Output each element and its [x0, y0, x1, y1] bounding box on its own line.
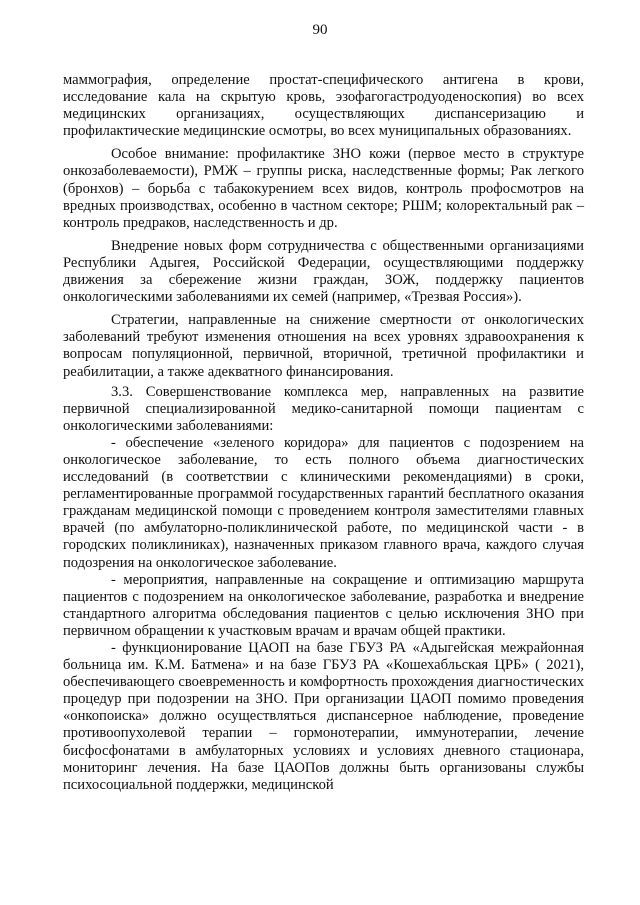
paragraph-cooperation: Внедрение новых форм сотрудничества с общественными организациями Республики Адыгея, Российской Федерации, осуществляющими поддержку движения за сбережение жизни граждан, ЗОЖ, поддержку пациентов онкологическими заболеваниями их семей (например, «Трезвая Россия»). [63, 237, 584, 306]
paragraph-strategies: Стратегии, направленные на снижение смертности от онкологических заболеваний требуют изменения отношения на всех уровнях здравоохранения к вопросам популяционной, первичной, вторичной, третичной профилактики и реабилитации, а также адекватного финансирования. [63, 312, 584, 380]
paragraph-route-optimization: - мероприятия, направленные на сокращение и оптимизацию маршрута пациентов с подозрением на онкологическое заболевание, разработка и внедрение стандартного алгоритма обследования пациентов с целью исключения ЗНО при первичном обращении к участковым врачам и врачам общей практики. [63, 571, 584, 639]
paragraph-special-attention: Особое внимание: профилактике ЗНО кожи (первое место в структуре онкозаболеваемости), РМЖ – группы риска, наследственные формы; Рак легкого (бронхов) – борьба с табакокурением всех видов, контроль профосмотров на вредных производствах, особенно в частном секторе; РШМ; колоректальный рак – контроль предраков, наследственность и др. [63, 146, 584, 231]
page-number: 90 [312, 22, 328, 38]
paragraph-green-corridor: - обеспечение «зеленого коридора» для пациентов с подозрением на онкологическое заболевание, то есть полного объема диагностических исследований (в соответствии с клиническими рекомендациями) в сроки, регламентированные программой государственных гарантий бесплатного оказания гражданам медицинской помощи с проведением контроля заместителями главных врачей (по амбулаторно-поликлинической работе, по медицинской части - в городских поликлиниках), назначенных приказом главного врача, каждого случая подозрения на онкологическое заболевание. [63, 434, 584, 571]
paragraph-caop: - функционирование ЦАОП на базе ГБУЗ РА «Адыгейская межрайонная больница им. К.М. Батмена» и на базе ГБУЗ РА «Кошехабльская ЦРБ» ( 2021), обеспечивающего своевременность и комфортность прохождения диагностических процедур при подозрении на ЗНО. При организации ЦАОП помимо проведения «онкопоиска» должно осуществляться диспансерное наблюдение, проведение противоопухолевой терапии – гормонотерапии, иммунотерапии, лечение бисфосфонатами в амбулаторных условиях и условиях дневного стационара, мониторинг лечения. На базе ЦАОПов должны быть организованы службы психосоциальной поддержки, медицинской [63, 640, 584, 793]
document-body [63, 72, 584, 794]
paragraph-section-3-3: 3.3. Совершенствование комплекса мер, направленных на развитие первичной специализированной медико-санитарной помощи пациентам с онкологическими заболеваниями: [63, 383, 584, 434]
paragraph-screening-continuation: маммография, определение простат-специфического антигена в крови, исследование кала на скрытую кровь, эзофагогастродуоденоскопия) во всех медицинских организациях, осуществляющих диспансеризацию и профилактические медицинские осмотры, во всех муниципальных образованиях. [63, 72, 584, 140]
